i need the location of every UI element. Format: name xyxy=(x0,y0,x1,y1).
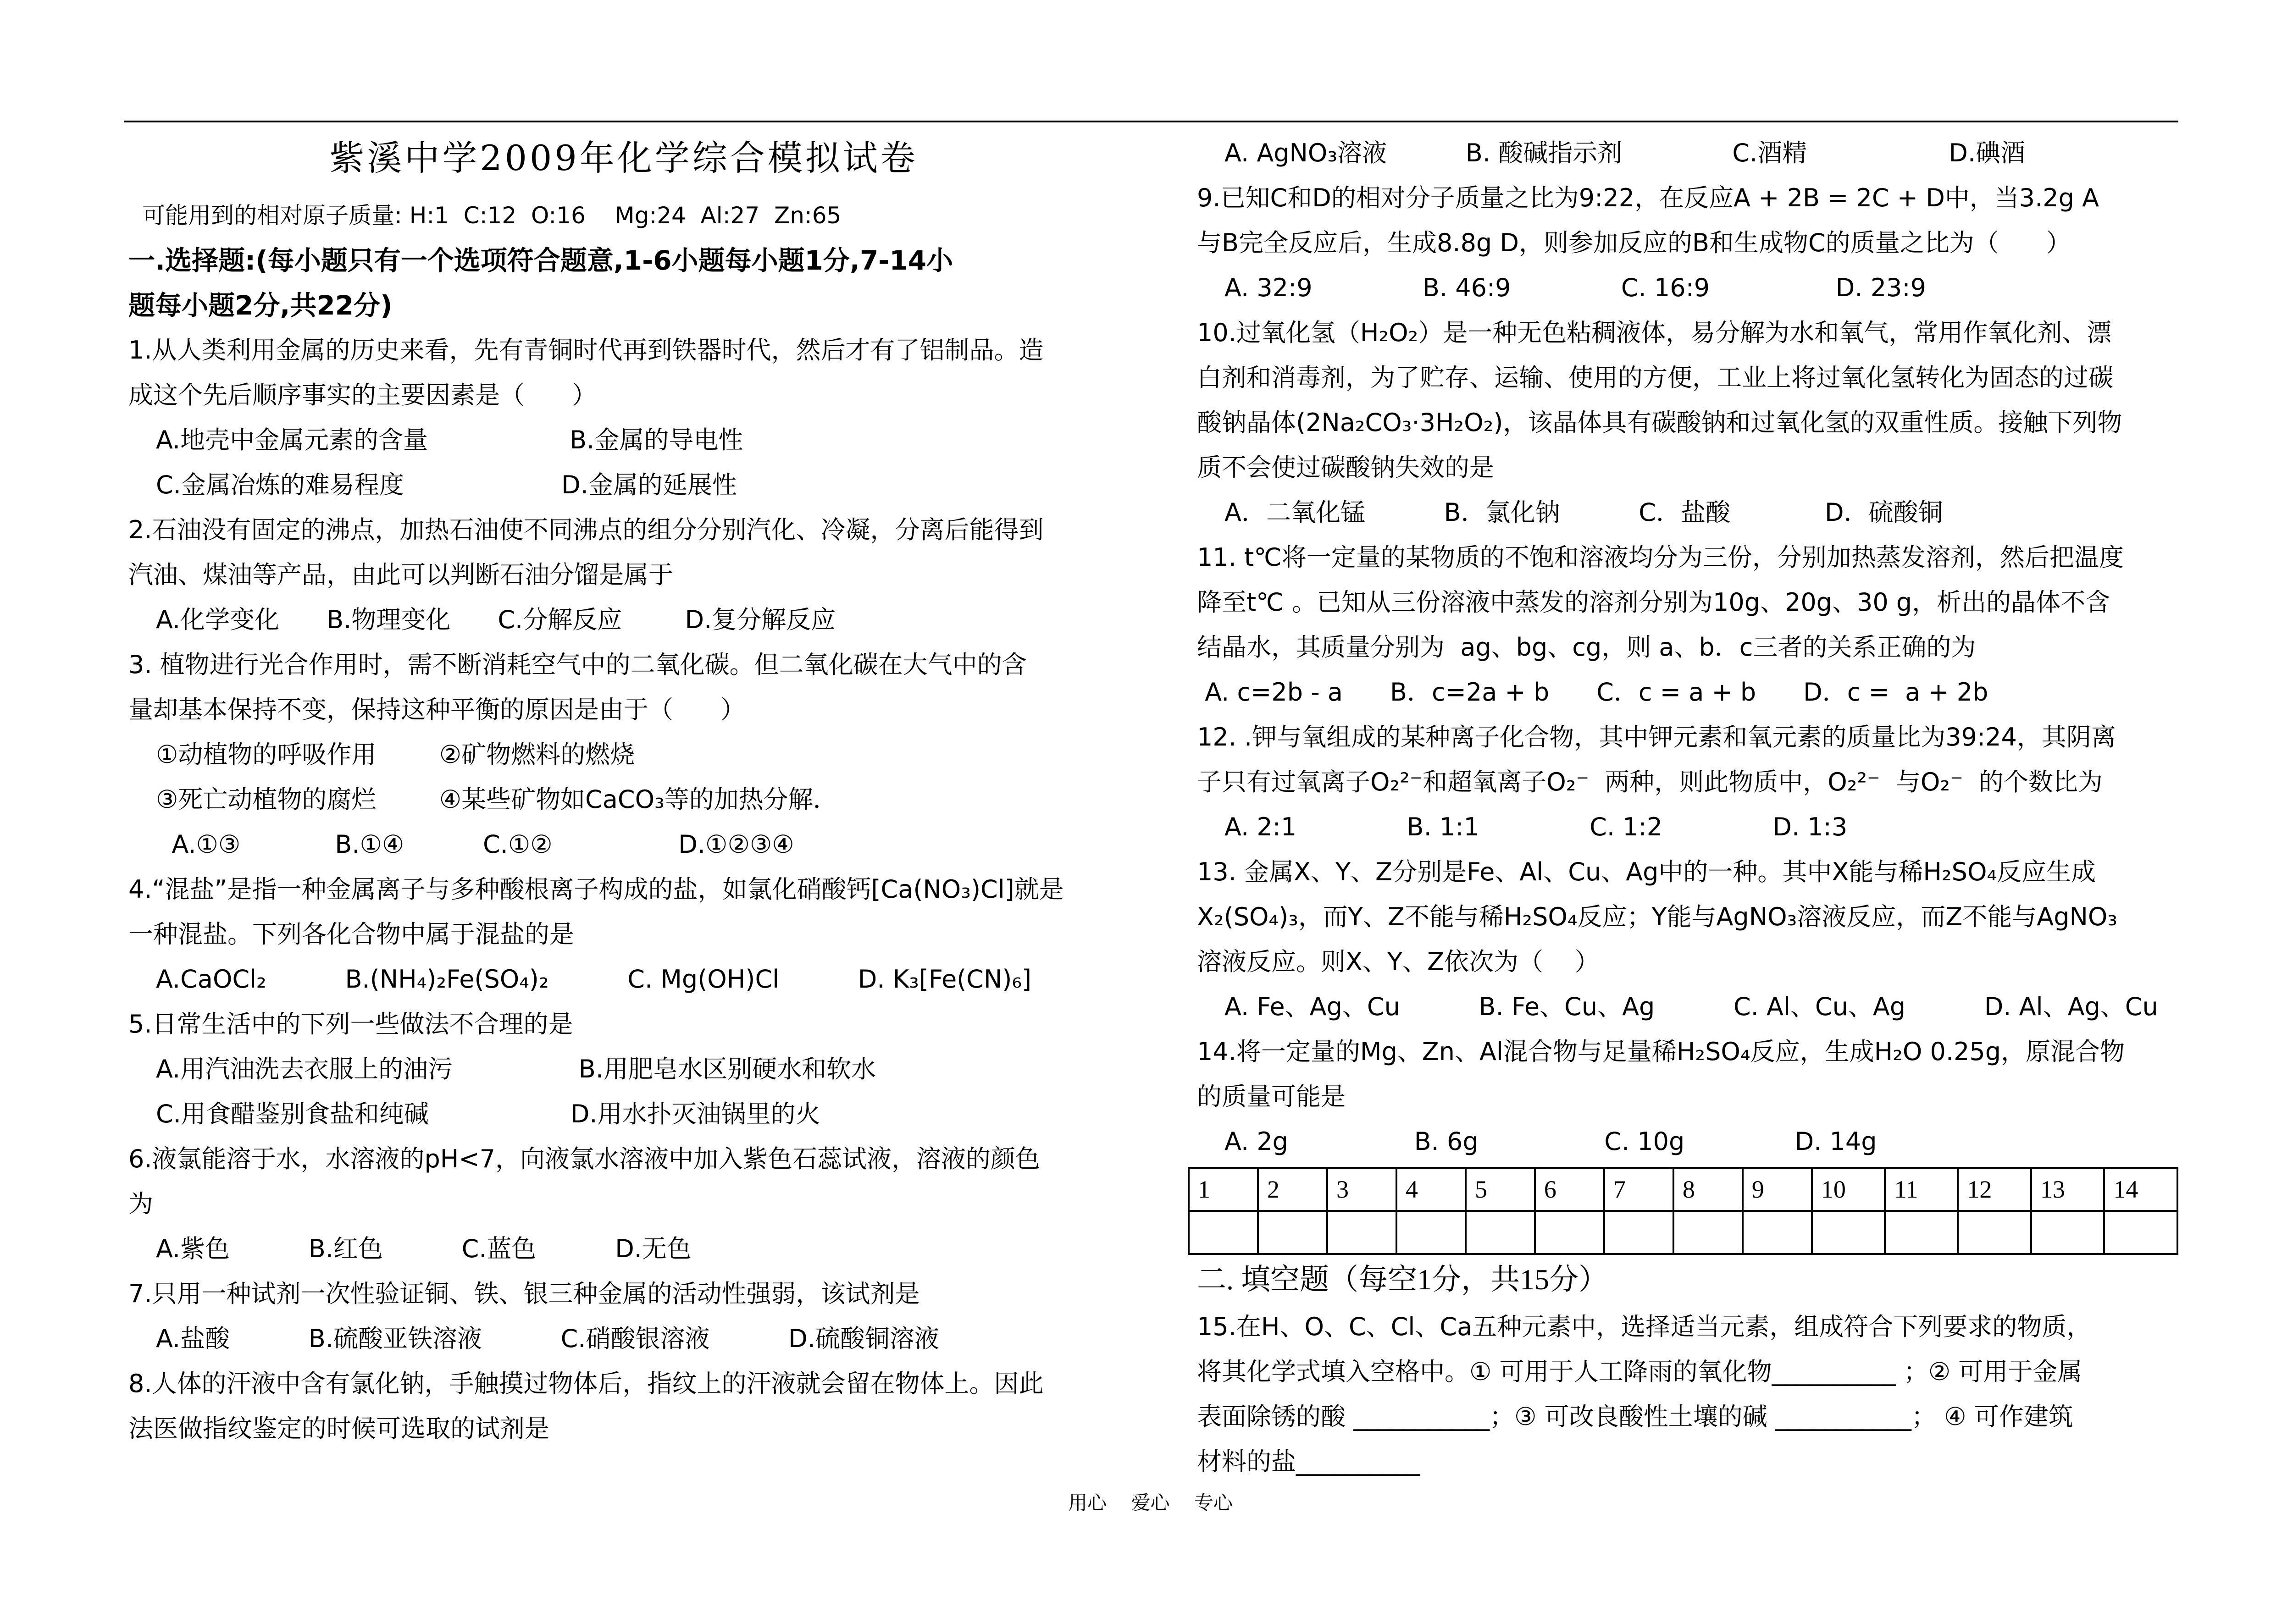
right-line: A．二氧化锰 B．氯化钠 C．盐酸 D．硫酸铜 xyxy=(1224,498,1943,527)
right-line: A. AgNO₃溶液 B. 酸碱指示剂 C.酒精 D.碘酒 xyxy=(1224,138,2026,167)
right-line: 子只有过氧离子O₂²⁻和超氧离子O₂⁻ 两种，则此物质中，O₂²⁻ 与O₂⁻ 的个数比为 xyxy=(1197,768,2103,796)
left-questions xyxy=(128,238,1119,1451)
left-line: ①动植物的呼吸作用 ②矿物燃料的燃烧 xyxy=(156,740,635,769)
right-line: 与B完全反应后，生成8.8g D，则参加反应的B和生成物C的质量之比为（ ） xyxy=(1197,228,2071,257)
left-line: 6.液氯能溶于水，水溶液的pH<7，向液氯水溶液中加入紫色石蕊试液，溶液的颜色 xyxy=(128,1144,1041,1173)
answer-number-cell: 6 xyxy=(1535,1168,1604,1211)
answer-number-row xyxy=(1189,1168,2177,1211)
answer-table xyxy=(1188,1167,2178,1255)
answer-number-cell: 5 xyxy=(1466,1168,1535,1211)
section2-line: 将其化学式填入空格中。① 可用于人工降雨的氧化物__________ ；② 可用于金属 xyxy=(1197,1357,2083,1386)
left-line: 成这个先后顺序事实的主要因素是（ ） xyxy=(128,381,597,409)
answer-number-cell: 11 xyxy=(1885,1168,1958,1211)
answer-number-cell: 8 xyxy=(1673,1168,1743,1211)
answer-blank-cell[interactable] xyxy=(1604,1211,1673,1254)
left-line: C.金属冶炼的难易程度 D.金属的延展性 xyxy=(156,470,737,499)
left-line: 5.日常生活中的下列一些做法不合理的是 xyxy=(128,1010,573,1038)
answer-blank-cell[interactable] xyxy=(1743,1211,1812,1254)
section2-line: 二. 填空题（每空1分，共15分） xyxy=(1197,1263,1608,1296)
answer-number-cell: 1 xyxy=(1189,1168,1258,1211)
answer-blank-cell[interactable] xyxy=(1535,1211,1604,1254)
answer-blank-cell[interactable] xyxy=(1258,1211,1327,1254)
left-column xyxy=(128,131,1119,1451)
exam-title: 紫溪中学2009年化学综合模拟试卷 xyxy=(329,138,918,178)
left-line: A.盐酸 B.硫酸亚铁溶液 C.硝酸银溶液 D.硫酸铜溶液 xyxy=(156,1324,939,1353)
left-line: 为 xyxy=(128,1189,153,1218)
answer-blank-cell[interactable] xyxy=(1189,1211,1258,1254)
left-line: 3. 植物进行光合作用时，需不断消耗空气中的二氧化碳。但二氧化碳在大气中的含 xyxy=(128,650,1027,679)
answer-blank-row xyxy=(1189,1211,2177,1254)
right-line: 12. .钾与氧组成的某种离子化合物，其中钾元素和氧元素的质量比为39:24，其阴离 xyxy=(1197,723,2116,751)
right-line: A. 2:1 B. 1:1 C. 1:2 D. 1:3 xyxy=(1224,812,1848,841)
left-line: 2.石油没有固定的沸点，加热石油使不同沸点的组分分别汽化、冷凝，分离后能得到 xyxy=(128,515,1044,544)
right-line: A. Fe、Ag、Cu B. Fe、Cu、Ag C. Al、Cu、Ag D. Al、Ag、Cu xyxy=(1224,992,2158,1021)
answer-number-cell: 7 xyxy=(1604,1168,1673,1211)
right-line: 9.已知C和D的相对分子质量之比为9:22，在反应A + 2B = 2C + D中，当3.2g A xyxy=(1197,183,2099,212)
answer-blank-cell[interactable] xyxy=(1327,1211,1396,1254)
answer-number-cell: 13 xyxy=(2031,1168,2105,1211)
right-line: A. 2g B. 6g C. 10g D. 14g xyxy=(1224,1127,1877,1156)
right-line: 溶液反应。则X、Y、Z依次为（ ） xyxy=(1197,947,1600,976)
right-questions xyxy=(1197,131,2178,1164)
left-line: 题每小题2分,共22分) xyxy=(128,290,393,321)
answer-number-cell: 3 xyxy=(1327,1168,1396,1211)
left-line: 量却基本保持不变，保持这种平衡的原因是由于（ ） xyxy=(128,695,745,724)
left-line: 8.人体的汗液中含有氯化钠，手触摸过物体后，指纹上的汗液就会留在物体上。因此 xyxy=(128,1369,1044,1398)
answer-blank-cell[interactable] xyxy=(1396,1211,1466,1254)
atomic-masses: 可能用到的相对原子质量: H:1 C:12 O:16 Mg:24 Al:27 Zn:65 xyxy=(142,202,842,229)
footer: 用心 爱心 专心 xyxy=(1068,1491,1233,1514)
right-line: 10.过氧化氢（H₂O₂）是一种无色粘稠液体，易分解为水和氧气，常用作氧化剂、漂 xyxy=(1197,318,2112,347)
left-line: A.CaOCl₂ B.(NH₄)₂Fe(SO₄)₂ C. Mg(OH)Cl D. K₃[Fe(CN)₆] xyxy=(156,965,1032,994)
right-line: 酸钠晶体(2Na₂CO₃·3H₂O₂)，该晶体具有碳酸钠和过氧化氢的双重性质。接触下列物 xyxy=(1197,408,2122,437)
left-line: A.地壳中金属元素的含量 B.金属的导电性 xyxy=(156,425,743,454)
left-line: A.用汽油洗去衣服上的油污 B.用肥皂水区别硬水和软水 xyxy=(156,1055,876,1083)
left-line: 4.“混盐”是指一种金属离子与多种酸根离子构成的盐，如氯化硝酸钙[Ca(NO₃)Cl]就是 xyxy=(128,875,1064,904)
right-line: 降至t℃ 。已知从三份溶液中蒸发的溶剂分别为10g、20g、30 g，析出的晶体不含 xyxy=(1197,588,2110,617)
right-line: 13. 金属X、Y、Z分别是Fe、Al、Cu、Ag中的一种。其中X能与稀H₂SO₄反应生成 xyxy=(1197,857,2096,886)
section2-line: 15.在H、O、C、Cl、Ca五种元素中，选择适当元素，组成符合下列要求的物质， xyxy=(1197,1312,2092,1341)
answer-number-cell: 10 xyxy=(1812,1168,1885,1211)
right-line: 白剂和消毒剂，为了贮存、运输、使用的方便，工业上将过氧化氢转化为固态的过碳 xyxy=(1197,363,2113,392)
answer-blank-cell[interactable] xyxy=(1812,1211,1885,1254)
left-line: ③死亡动植物的腐烂 ④某些矿物如CaCO₃等的加热分解． xyxy=(156,785,838,814)
left-line: A.紫色 B.红色 C.蓝色 D.无色 xyxy=(156,1234,692,1263)
answer-number-cell: 2 xyxy=(1258,1168,1327,1211)
answer-blank-cell[interactable] xyxy=(2031,1211,2105,1254)
left-line: A.①③ B.①④ C.①② D.①②③④ xyxy=(156,830,794,859)
left-line: 一种混盐。下列各化合物中属于混盐的是 xyxy=(128,920,574,949)
left-line: 7.只用一种试剂一次性验证铜、铁、银三种金属的活动性强弱，该试剂是 xyxy=(128,1279,920,1308)
answer-blank-cell[interactable] xyxy=(1885,1211,1958,1254)
answer-number-cell: 14 xyxy=(2104,1168,2177,1211)
section2-line: 表面除锈的酸 ___________；③ 可改良酸性土壤的碱 ___________； ④ 可作建筑 xyxy=(1197,1402,2073,1431)
fill-in-section xyxy=(1197,1255,2178,1484)
left-line: 1.从人类利用金属的历史来看，先有青铜时代再到铁器时代，然后才有了铝制品。造 xyxy=(128,336,1044,365)
left-line: C.用食醋鉴别食盐和纯碱 D.用水扑灭油锅里的火 xyxy=(156,1099,820,1128)
answer-number-cell: 9 xyxy=(1743,1168,1812,1211)
right-line: 结晶水，其质量分别为 ag、bg、cg，则 a、b．c三者的关系正确的为 xyxy=(1197,633,1976,662)
right-line: A. c=2b - a B．c=2a + b C．c = a + b D．c = a + 2b xyxy=(1197,678,1988,707)
answer-blank-cell[interactable] xyxy=(1466,1211,1535,1254)
answer-blank-cell[interactable] xyxy=(1958,1211,2031,1254)
right-line: 11. t℃将一定量的某物质的不饱和溶液均分为三份，分别加热蒸发溶剂，然后把温度 xyxy=(1197,543,2124,572)
answer-number-cell: 12 xyxy=(1958,1168,2031,1211)
right-line: A. 32:9 B. 46:9 C. 16:9 D. 23:9 xyxy=(1224,273,1926,302)
right-line: 14.将一定量的Mg、Zn、Al混合物与足量稀H₂SO₄反应，生成H₂O 0.25g，原混合物 xyxy=(1197,1037,2125,1066)
section2-line: 材料的盐__________ xyxy=(1197,1447,1420,1476)
right-column xyxy=(1197,131,2178,1484)
right-line: 质不会使过碳酸钠失效的是 xyxy=(1197,453,1494,482)
left-line: 汽油、煤油等产品，由此可以判断石油分馏是属于 xyxy=(128,560,673,589)
answer-blank-cell[interactable] xyxy=(2104,1211,2177,1254)
left-line: 一.选择题:(每小题只有一个选项符合题意,1-6小题每小题1分,7-14小 xyxy=(128,245,953,276)
top-rule xyxy=(124,121,2178,122)
right-line: X₂(SO₄)₃，而Y、Z不能与稀H₂SO₄反应；Y能与AgNO₃溶液反应，而Z不能与AgNO₃ xyxy=(1197,902,2118,931)
left-line: 法医做指纹鉴定的时候可选取的试剂是 xyxy=(128,1414,549,1443)
right-line: 的质量可能是 xyxy=(1197,1082,1346,1111)
answer-number-cell: 4 xyxy=(1396,1168,1466,1211)
answer-blank-cell[interactable] xyxy=(1673,1211,1743,1254)
left-line: A.化学变化 B.物理变化 C.分解反应 D.复分解反应 xyxy=(156,605,836,634)
